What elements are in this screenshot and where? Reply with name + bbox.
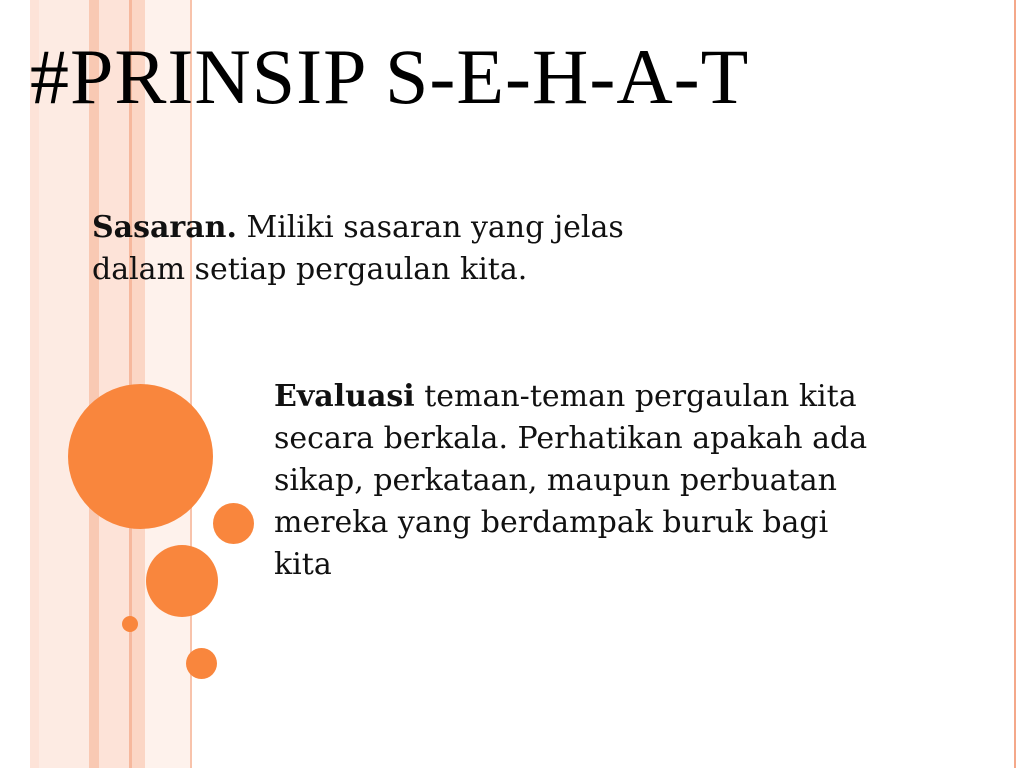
slide-title: #PRINSIP S-E-H-A-T: [30, 33, 750, 120]
term-evaluasi: Evaluasi: [274, 379, 415, 414]
paragraph-sasaran: [92, 207, 712, 291]
circle-icon: [146, 545, 218, 617]
circle-icon: [68, 384, 213, 529]
circle-icon: [186, 648, 217, 679]
paragraph-evaluasi: [274, 376, 874, 586]
text-sasaran: Miliki sasaran yang jelas dalam setiap pergaulan kita.: [92, 210, 624, 287]
text-evaluasi: teman-teman pergaulan kita secara berkala. Perhatikan apakah ada sikap, perkataan, maupun perbuatan mereka yang berdampak buruk bagi kita: [274, 379, 868, 582]
circle-icon: [122, 616, 138, 632]
circle-icon: [213, 503, 254, 544]
term-sasaran: Sasaran.: [92, 210, 237, 245]
right-border-line: [1014, 0, 1016, 768]
